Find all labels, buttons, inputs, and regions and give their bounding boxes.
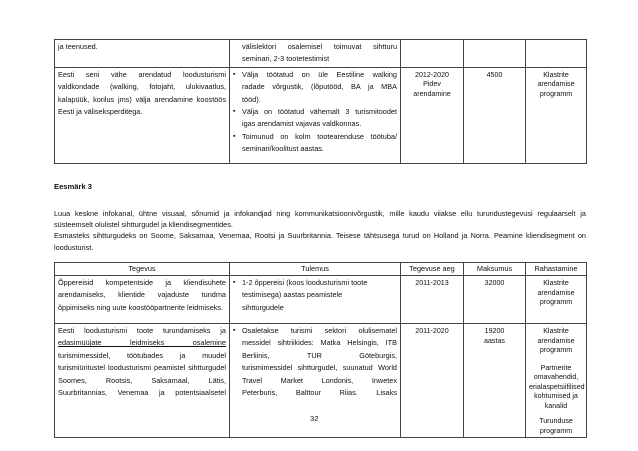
cell-line: ▪ Välja töötatud on üle Eestiline walking: [242, 69, 397, 79]
column-header: Tegevuse aeg: [401, 263, 464, 276]
page-number: 32: [310, 414, 319, 423]
column-header: Tulemus: [230, 263, 401, 276]
cost-value: 4500: [486, 70, 503, 79]
table-row: [55, 40, 587, 68]
table-cell: [526, 67, 587, 163]
table-cell: [230, 276, 401, 324]
list-item: [233, 106, 397, 131]
activities-table-1: [54, 39, 587, 164]
cost-unit: aastas: [484, 336, 505, 345]
section-heading: Eesmärk 3: [54, 182, 92, 191]
column-header: Rahastamine: [526, 263, 587, 276]
cell-line: turismiüritustel loodusturismi peamistel sihtturgudel: [58, 363, 226, 373]
cell-line: tööd).: [242, 94, 261, 104]
list-item: [233, 277, 397, 314]
cell-line: turismimessidel, töötubades ja muudel: [58, 350, 226, 360]
cell-line: ▪ Osaletakse turismi sektori olulisematel: [242, 326, 397, 335]
cell-line: Õppereisid kompetentside ja kliendisuhete: [58, 278, 226, 287]
table-cell: [464, 67, 526, 163]
cell-line: õppimiseks ning uute koostööpartnerite leidmiseks.: [58, 302, 224, 312]
cell-line: testimisega) aastas peamistele: [242, 290, 343, 300]
table-cell: [230, 40, 401, 68]
time-value: 2011-2013: [415, 279, 449, 287]
cell-line: ▪ 1-2 õppereisi (koos loodusturismi toote: [242, 278, 368, 287]
result-list: [233, 69, 397, 156]
table-cell: [464, 324, 526, 438]
funding-source-line: kohtumised ja kanalid: [534, 392, 578, 410]
paragraph-line: Luua keskne infokanal, ühtne visuaal, sõnumid ja infokandjad ning kommunikatsioonivõrgustik, mille kaudu viiakse ellu turundustegevusi regulaarselt ja: [54, 209, 586, 218]
table-cell: [526, 276, 587, 324]
cell-line: sihtturgudele: [242, 302, 284, 312]
table-cell: [55, 276, 230, 324]
cell-line: seminari/koolitust aastas.: [242, 144, 324, 154]
table-cell: [401, 276, 464, 324]
cell-line: arendamine: [413, 89, 451, 98]
cell-line: turismimessidel sihtturgudel, suunatud World: [242, 363, 397, 373]
funding-source-line: Partnerite omavahendid,: [533, 363, 579, 381]
table-cell: [55, 40, 230, 68]
cell-line: ▪ Välja on töötatud vähemalt 3 turismitoodet: [242, 107, 397, 117]
cell-line: 2012-2020: [415, 70, 449, 79]
activities-table-2: [54, 262, 587, 438]
cost-value: 32000: [484, 279, 505, 287]
result-list: [233, 277, 397, 314]
cell-line: arendamiseks, klientide vajaduste tundma: [58, 290, 226, 300]
cell-line: Peterburis, Balttour Riias. Lisaks: [242, 388, 397, 398]
cell-line: Pidev: [423, 80, 441, 89]
table-cell: [401, 40, 464, 68]
cell-text: ja teenused.: [58, 42, 98, 51]
table-cell: [526, 40, 587, 68]
result-list: [233, 325, 397, 399]
cell-line: välislektori osalemisel toimuvat sihtturu: [242, 42, 397, 51]
table-cell: [55, 324, 230, 438]
table-row: [55, 276, 587, 324]
table-cell: [401, 324, 464, 438]
funding-source: Klastrite arendamise programm: [537, 327, 575, 354]
list-item: [233, 325, 397, 399]
cell-line: Berliinis, TUR Göteburgis,: [242, 350, 397, 360]
column-header: Tegevus: [55, 263, 230, 276]
funding-source: Klastrite arendamise programm: [537, 279, 575, 306]
cell-line: Travel Market Londonis, Inwetex: [242, 375, 397, 385]
funding-source-line: erialaspetsiifilised: [529, 382, 585, 391]
cell-line: seminari, 2-3 tootetestimist: [242, 54, 330, 64]
cell-line: Eesti loodusturismi toote turundamiseks ja: [58, 326, 226, 335]
list-item: [233, 131, 397, 156]
cell-line: valdkondade (walking, fotojaht, ulukivaatlus,: [58, 82, 226, 92]
underlined-text: edasimüüjate leidmiseks osalemine: [58, 338, 226, 348]
cell-line: Soomes, Rootsis, Saksamaal, Lätis,: [58, 375, 226, 385]
cell-line: Suurbritannias, Venemaa ja potentsiaalsetel: [58, 388, 226, 398]
paragraph-line: loodusturist.: [54, 242, 94, 252]
cell-line: igas arendamist vajavas valdkonnas.: [242, 119, 362, 129]
cell-line: Eesti ja väliseksperditega.: [58, 107, 143, 117]
table-cell: [464, 40, 526, 68]
goal-paragraph: [54, 208, 586, 253]
funding-source: Turunduse programm: [539, 417, 573, 435]
table-header-row: [55, 263, 587, 276]
table-cell: [230, 67, 401, 163]
cell-line: kalapüük, korilus jms) välja arendamine koostöös: [58, 94, 226, 104]
table-row: [55, 67, 587, 163]
table-cell: [526, 324, 587, 438]
table-cell: [464, 276, 526, 324]
table-row: [55, 324, 587, 438]
cell-line: Eesti seni vähe arendatud loodusturismi: [58, 69, 226, 79]
cell-line: messidel sihtriikides: Matka Helsingis, ITB: [242, 338, 397, 348]
cost-value: 19200: [484, 327, 505, 335]
table-cell: [401, 67, 464, 163]
paragraph-line: süsteemselt olulistel sihtturgudel ja kliendisegmentides.: [54, 220, 233, 230]
cell-line: ▪ Toimunud on kolm tootearenduse töötuba/: [242, 131, 397, 141]
paragraph-line: Esmasteks sihtturgudeks on Soome, Saksamaa, Venemaa, Rootsi ja Suurbritannia. Teisese tähtsusega turud on Holland ja Norra. Peamine kliendisegment on: [54, 231, 586, 241]
cell-line: radade võrgustik, (lõputööd, BA ja MBA: [242, 82, 397, 92]
list-item: [233, 69, 397, 106]
cell-line: [58, 337, 226, 349]
time-value: 2011-2020: [415, 327, 449, 335]
table-cell: [55, 67, 230, 163]
funding-source: Klastrite arendamise programm: [537, 70, 575, 98]
column-header: Maksumus: [464, 263, 526, 276]
